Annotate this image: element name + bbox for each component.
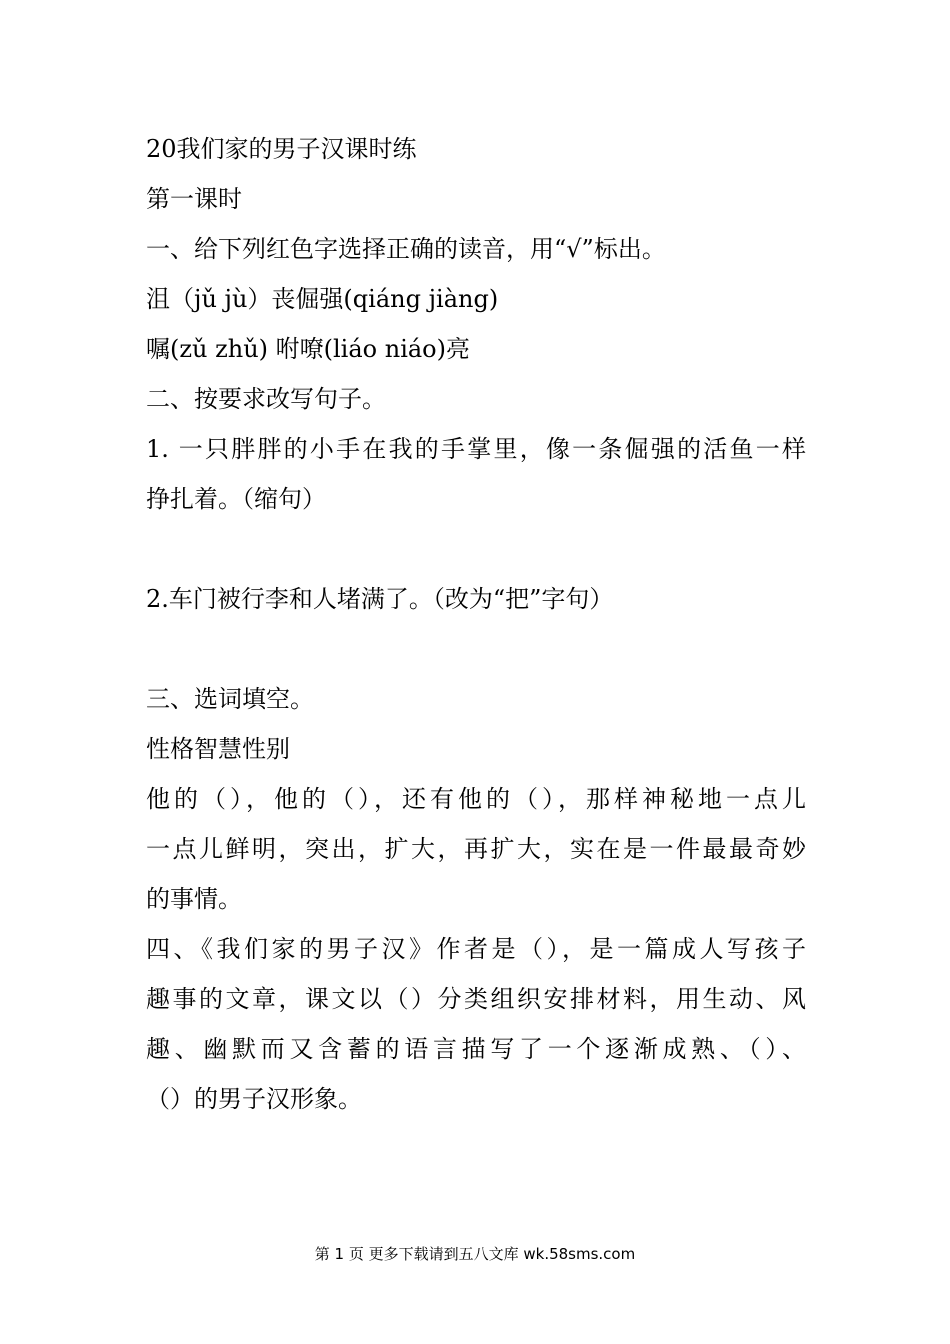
page-footer: 第 1 页 更多下载请到五八文库 wk.58sms.com bbox=[314, 1245, 636, 1263]
section1-pinyin-line1: 沮（jǔ jù）丧倔强(qiáng jiàng) bbox=[146, 285, 499, 313]
section1-heading: 一、给下列红色字选择正确的读音，用“√”标出。 bbox=[146, 235, 666, 263]
section3-passage-line1: 他的（），他的（），还有他的（），那样神秘地一点儿 bbox=[146, 785, 806, 813]
section4-line3: 趣、幽默而又含蓄的语言描写了一个逐渐成熟、（）、 bbox=[146, 1035, 806, 1063]
section2-question2: 2.车门被行李和人堵满了。（改为“把”字句） bbox=[146, 585, 614, 613]
answer-space bbox=[146, 524, 806, 574]
section4-line1: 四、《我们家的男子汉》作者是（），是一篇成人写孩子 bbox=[146, 935, 806, 963]
section1-pinyin-line2: 嘱(zǔ zhǔ) 咐嘹(liáo niáo)亮 bbox=[146, 335, 470, 363]
section3-passage-line2: 一点儿鲜明，突出，扩大，再扩大，实在是一件最最奇妙 bbox=[146, 835, 806, 863]
section2-heading: 二、按要求改写句子。 bbox=[146, 385, 386, 413]
section3-passage-line3: 的事情。 bbox=[146, 885, 242, 913]
section2-question1-line2: 挣扎着。（缩句） bbox=[146, 485, 326, 513]
answer-space bbox=[146, 624, 806, 674]
section3-word-choices: 性格智慧性别 bbox=[146, 735, 290, 763]
section2-question1-line1: 1. 一只胖胖的小手在我的手掌里，像一条倔强的活鱼一样 bbox=[146, 435, 806, 463]
lesson-subtitle: 第一课时 bbox=[146, 185, 242, 213]
section4-line4: （）的男子汉形象。 bbox=[146, 1085, 362, 1113]
document-title: 20我们家的男子汉课时练 bbox=[146, 135, 417, 163]
section3-heading: 三、选词填空。 bbox=[146, 685, 314, 713]
section4-line2: 趣事的文章，课文以（）分类组织安排材料，用生动、风 bbox=[146, 985, 806, 1013]
document-body bbox=[146, 124, 806, 1124]
